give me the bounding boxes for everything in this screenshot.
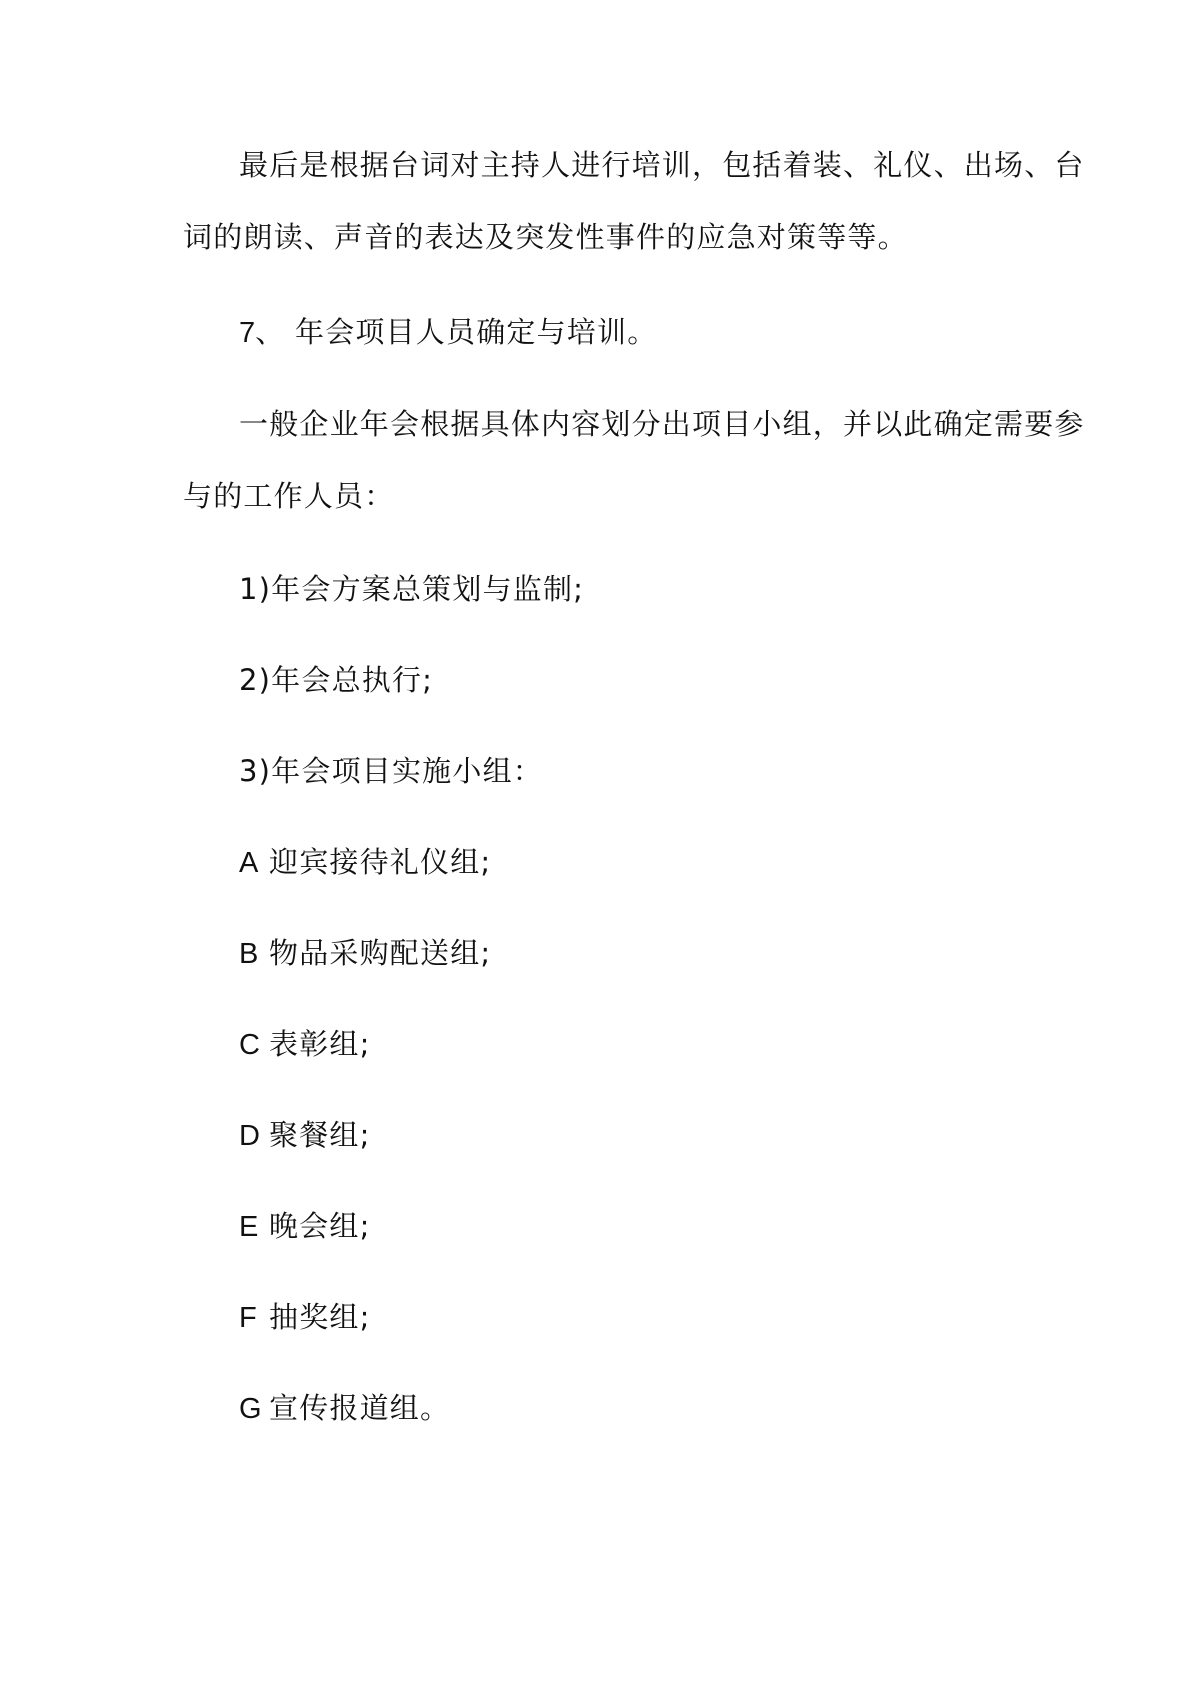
section-number: 7、 [239,317,285,349]
group-label: 聚餐组; [269,1118,371,1152]
group-item [239,1298,371,1337]
intro-paragraph-line-1: 一般企业年会根据具体内容划分出项目小组，并以此确定需要参 [239,407,1085,441]
training-paragraph-line-1: 最后是根据台词对主持人进行培训，包括着装、礼仪、出场、台 [239,148,1085,182]
training-paragraph-line-2: 词的朗读、声音的表达及突发性事件的应急对策等等。 [183,220,908,254]
group-label: 宣传报道组。 [269,1391,451,1425]
group-letter: A [239,847,259,879]
group-label: 物品采购配送组; [269,936,492,970]
intro-paragraph-line-2: 与的工作人员： [183,479,395,513]
group-item [239,1389,450,1428]
role-item: 3)年会项目实施小组： [239,754,543,788]
section-7-heading [239,313,657,352]
group-label: 抽奖组; [269,1300,371,1334]
group-letter: B [239,938,259,970]
section-title: 年会项目人员确定与培训。 [295,315,658,349]
group-item [239,1025,371,1064]
group-letter: D [239,1120,260,1152]
group-item [239,934,491,973]
group-letter: C [239,1029,260,1061]
group-item [239,843,491,882]
group-letter: F [239,1302,257,1334]
group-letter: E [239,1211,259,1243]
group-label: 表彰组; [269,1027,371,1061]
group-label: 迎宾接待礼仪组; [269,845,492,879]
group-letter: G [239,1393,262,1425]
group-item [239,1116,371,1155]
group-label: 晚会组; [269,1209,371,1243]
role-item: 2)年会总执行; [239,663,434,697]
group-item [239,1207,371,1246]
role-item: 1)年会方案总策划与监制; [239,572,585,606]
